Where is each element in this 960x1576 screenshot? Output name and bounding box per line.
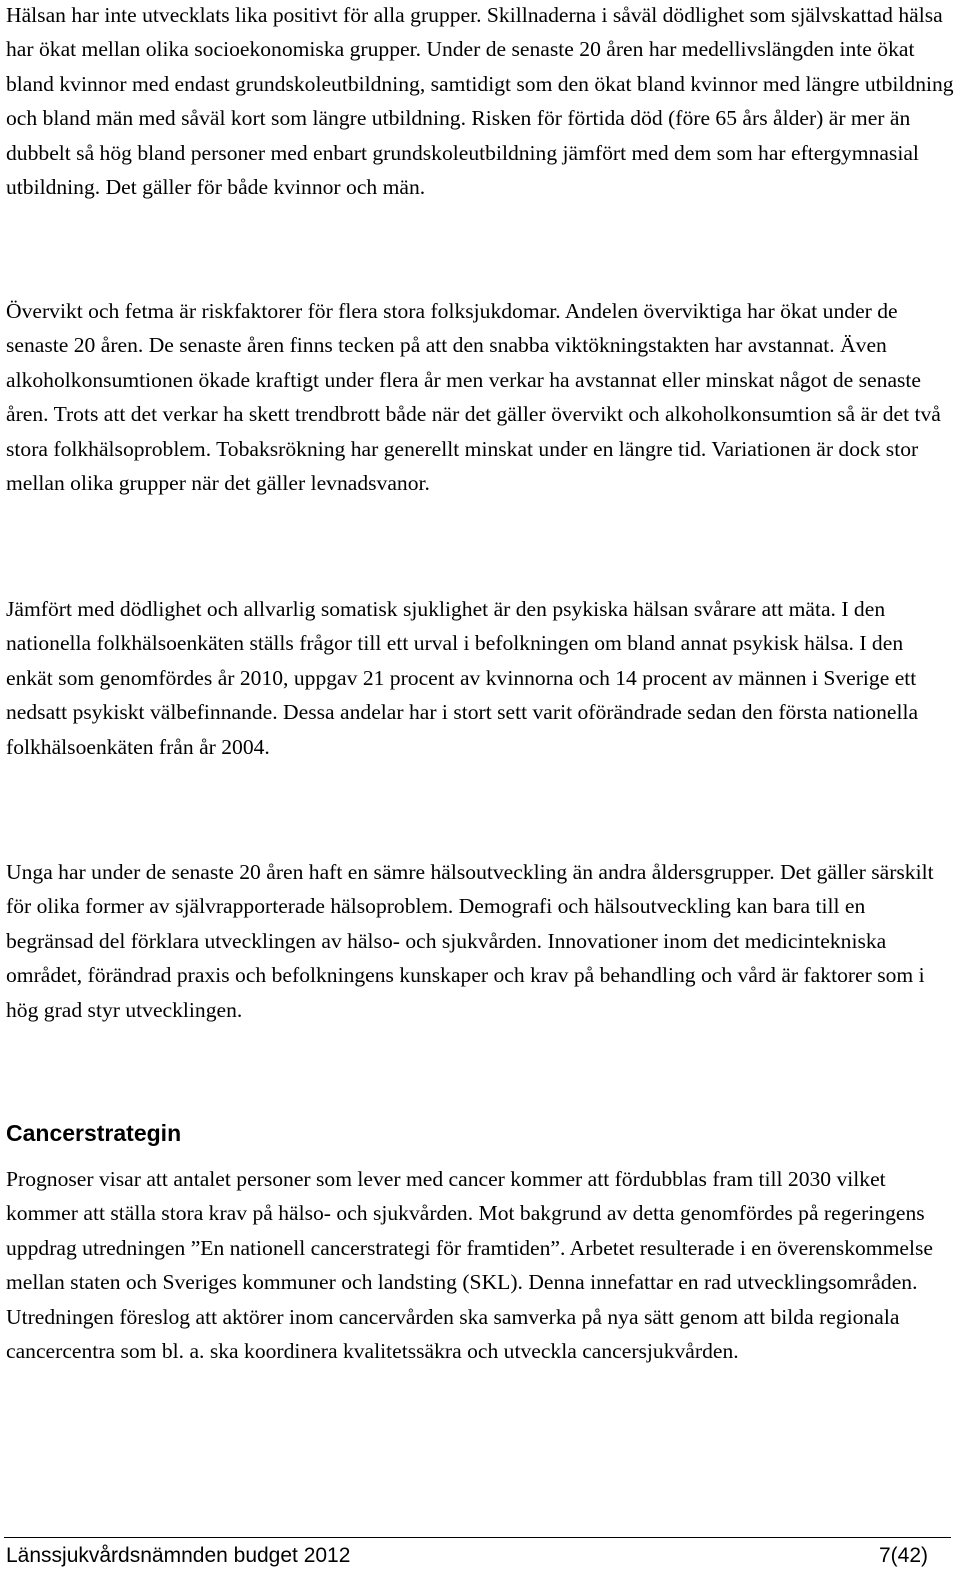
footer-title: Länssjukvårdsnämnden budget 2012 — [6, 1544, 351, 1567]
section-heading: Cancerstrategin — [6, 1120, 182, 1146]
paragraph-cancer-strategy: Prognoser visar att antalet personer som lever med cancer kommer att fördubblas fram till 2030 vilket kommer att ställa stora krav på hälso- och sjukvården. Mot bakgrund av detta genomfördes på regeringens uppdrag utredningen ”En nationell cancerstrategi för framtiden”. Arbetet resulterade i en överenskommelse mellan staten och Sveriges kommuner och landsting (SKL). Denna innefattar en rad utvecklingsområden. Utredningen föreslog att aktörer inom cancervården ska samverka på nya sätt genom att bilda regionala cancercentra som bl. a. ska koordinera kvalitetssäkra och utveckla cancersjukvården. — [6, 1167, 933, 1364]
paragraph-mental-health: Jämfört med dödlighet och allvarlig somatisk sjuklighet är den psykiska hälsan svårare att mäta. I den nationella folkhälsoenkäten ställs frågor till ett urval i befolkningen om bland annat psykisk hälsa. I den enkät som genomfördes år 2010, uppgav 21 procent av kvinnorna och 14 procent av männen i Sverige ett nedsatt psykiskt välbefinnande. Dessa andelar har i stort sett varit oförändrade sedan den första nationella folkhälsoenkäten från år 2004. — [6, 597, 919, 759]
footer-divider — [4, 1537, 951, 1538]
paragraph-youth-health: Unga har under de senaste 20 åren haft en sämre hälsoutveckling än andra åldersgrupper. Det gäller särskilt för olika former av självrapporterade hälsoproblem. Demografi och hälsoutveckling kan bara till en begränsad del förklara utvecklingen av hälso- och sjukvården. Innovationer inom det medicintekniska området, förändrad praxis och befolkningens kunskaper och krav på behandling och vård är faktorer som i hög grad styr utvecklingen. — [6, 860, 934, 1022]
paragraph-health-inequality: Hälsan har inte utvecklats lika positivt för alla grupper. Skillnaderna i såväl dödlighet som självskattad hälsa har ökat mellan olika socioekonomiska grupper. Under de senaste 20 åren har medellivslängden inte ökat bland kvinnor med endast grundskoleutbildning, samtidigt som den ökat bland kvinnor med längre utbildning och bland män med såväl kort som längre utbildning. Risken för förtida död (före 65 års ålder) är mer än dubbelt så hög bland personer med enbart grundskoleutbildning jämfört med dem som har eftergymnasial utbildning. Det gäller för både kvinnor och män. — [6, 3, 954, 200]
paragraph-overweight-alcohol: Övervikt och fetma är riskfaktorer för flera stora folksjukdomar. Andelen överviktiga har ökat under de senaste 20 åren. De senaste åren finns tecken på att den snabba viktökningstakten har avstannat. Även alkoholkonsumtionen ökade kraftigt under flera år men verkar ha avstannat eller minskat något de senaste åren. Trots att det verkar ha skett trendbrott både när det gäller övervikt och alkoholkonsumtion så är det två stora folkhälsoproblem. Tobaksrökning har generellt minskat under en längre tid. Variationen är dock stor mellan olika grupper när det gäller levnadsvanor. — [6, 299, 941, 496]
footer-page-number: 7(42) — [878, 1544, 928, 1567]
